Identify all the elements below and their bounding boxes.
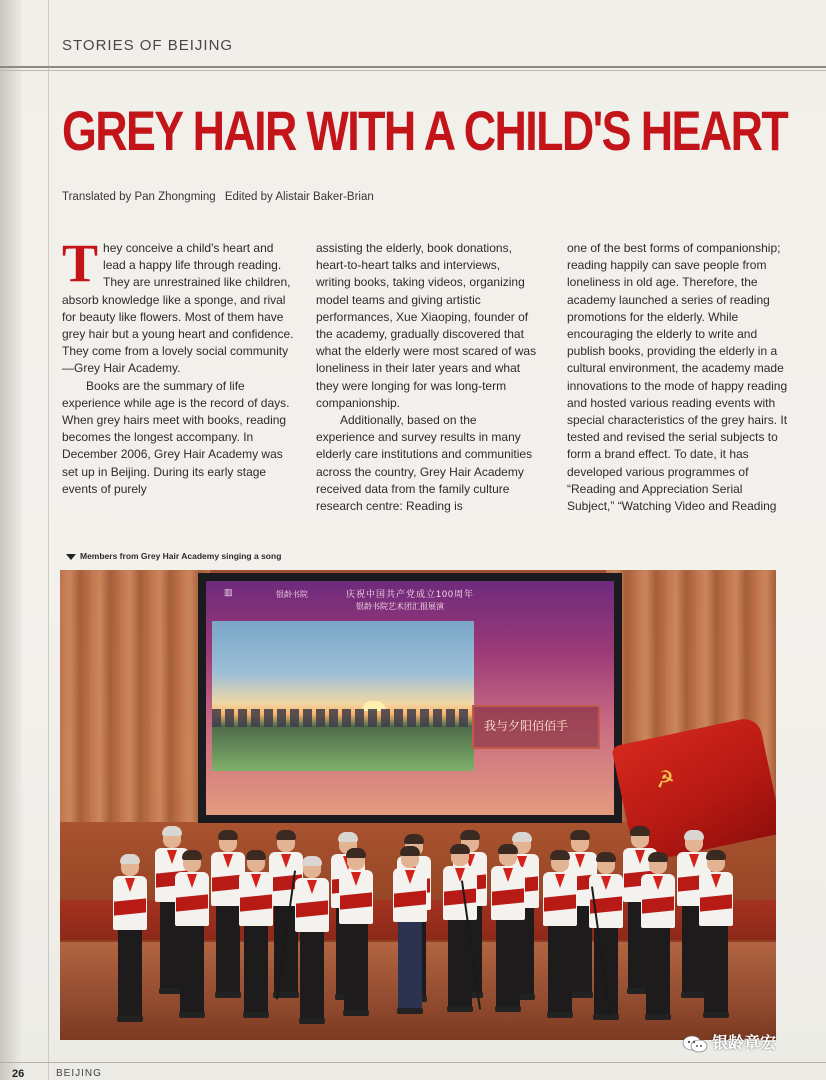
screen-text-box	[472, 705, 600, 749]
watermark	[682, 1030, 776, 1053]
choir-singer	[110, 856, 150, 1028]
article-title: GREY HAIR WITH A CHILD'S HEART	[62, 99, 788, 162]
screen-logo-text: 银龄书院	[276, 590, 308, 599]
screen-landscape	[212, 621, 474, 771]
paragraph: Books are the summary of life experience while age is the record of days. When grey hairs meet with books, reading becomes the longest accompany. In December 2006, Grey Hair Academy was set up in Beijing. During its early stage events of purely	[62, 378, 290, 496]
article-credits	[62, 191, 374, 203]
paragraph: one of the best forms of companionship; reading happily can save people from loneliness in old age. Therefore, the academy launched a series of reading promotions for the elderly. While encouraging the elderly to write and publish books, providing the elderly in a cultural environment, the academy made innovations to the mode of happy reading and hosted various reading events with special characteristics of the grey hairs. It tested and revised the serial subjects to form a brand effect. To date, it has developed various programmes of “Reading and Appreciation Serial Subject,” “Watching Video and Reading	[567, 241, 788, 514]
section-header: STORIES OF BEIJING	[62, 37, 234, 54]
caption-arrow-icon	[66, 554, 76, 560]
choir-singer	[540, 852, 580, 1024]
city-skyline	[212, 709, 474, 727]
magazine-name: BEIJING	[56, 1068, 102, 1079]
header-rule-thin	[0, 70, 826, 71]
choir-photo	[60, 570, 776, 1040]
choir-singer	[390, 848, 430, 1020]
photo-caption	[66, 551, 281, 561]
watermark-text: 银龄章宏	[712, 1035, 777, 1052]
choir-singer	[488, 846, 528, 1018]
page-number: 26	[12, 1068, 25, 1080]
editor-credit: Edited by Alistair Baker-Brian	[224, 191, 374, 203]
caption-text: Members from Grey Hair Academy singing a song	[80, 551, 282, 561]
paragraph: assisting the elderly, book donations, heart-to-heart talks and interviews, writing books, taking videos, organizing model teams and giving artistic performances, Xue Xiaoping, founder of the academy, gradually discovered that what the elderly were most scared of was loneliness in their later years and what they were longing for was long-term companionship.	[316, 241, 537, 410]
choir-singer	[336, 850, 376, 1022]
choir-singer	[236, 852, 276, 1024]
choir-singer	[292, 858, 332, 1030]
text-column-2	[316, 240, 538, 515]
projection-screen	[198, 573, 622, 823]
screen-box-text: 我与夕阳佰佰手	[484, 719, 569, 733]
choir-singer	[172, 852, 212, 1024]
paragraph: Additionally, based on the experience and survey results in many elderly care institutions and communities across the country, Grey Hair Academy received data from the family culture research centre: Reading is	[316, 413, 533, 514]
text-column-1	[62, 233, 294, 498]
choir-singer	[440, 846, 480, 1018]
text-column-3	[567, 240, 789, 515]
screen-image	[206, 581, 614, 815]
choir-singer	[638, 854, 678, 1026]
margin-line	[48, 0, 49, 1080]
screen-logo-icon: ▥	[224, 587, 233, 597]
screen-title: 庆祝中国共产党成立100周年	[346, 589, 475, 599]
binding-gutter	[0, 0, 25, 1080]
wechat-icon	[682, 1035, 708, 1053]
choir-singer	[696, 852, 736, 1024]
hammer-sickle-icon: ☭	[652, 764, 678, 794]
footer-rule	[0, 1062, 826, 1063]
translator-credit: Translated by Pan Zhongming	[62, 191, 216, 203]
header-rule	[0, 66, 826, 68]
paragraph: hey conceive a child's heart and lead a happy life through reading. They are unrestrained like children, absorb knowledge like a sponge, and rival for beauty like flowers. Most of them have grey hair but a young heart and confidence. They come from a lovely social community—Grey Hair Academy.	[62, 241, 294, 376]
drop-cap: T	[62, 233, 99, 293]
screen-subtitle: 银龄书院艺术团汇报展演	[356, 602, 444, 611]
